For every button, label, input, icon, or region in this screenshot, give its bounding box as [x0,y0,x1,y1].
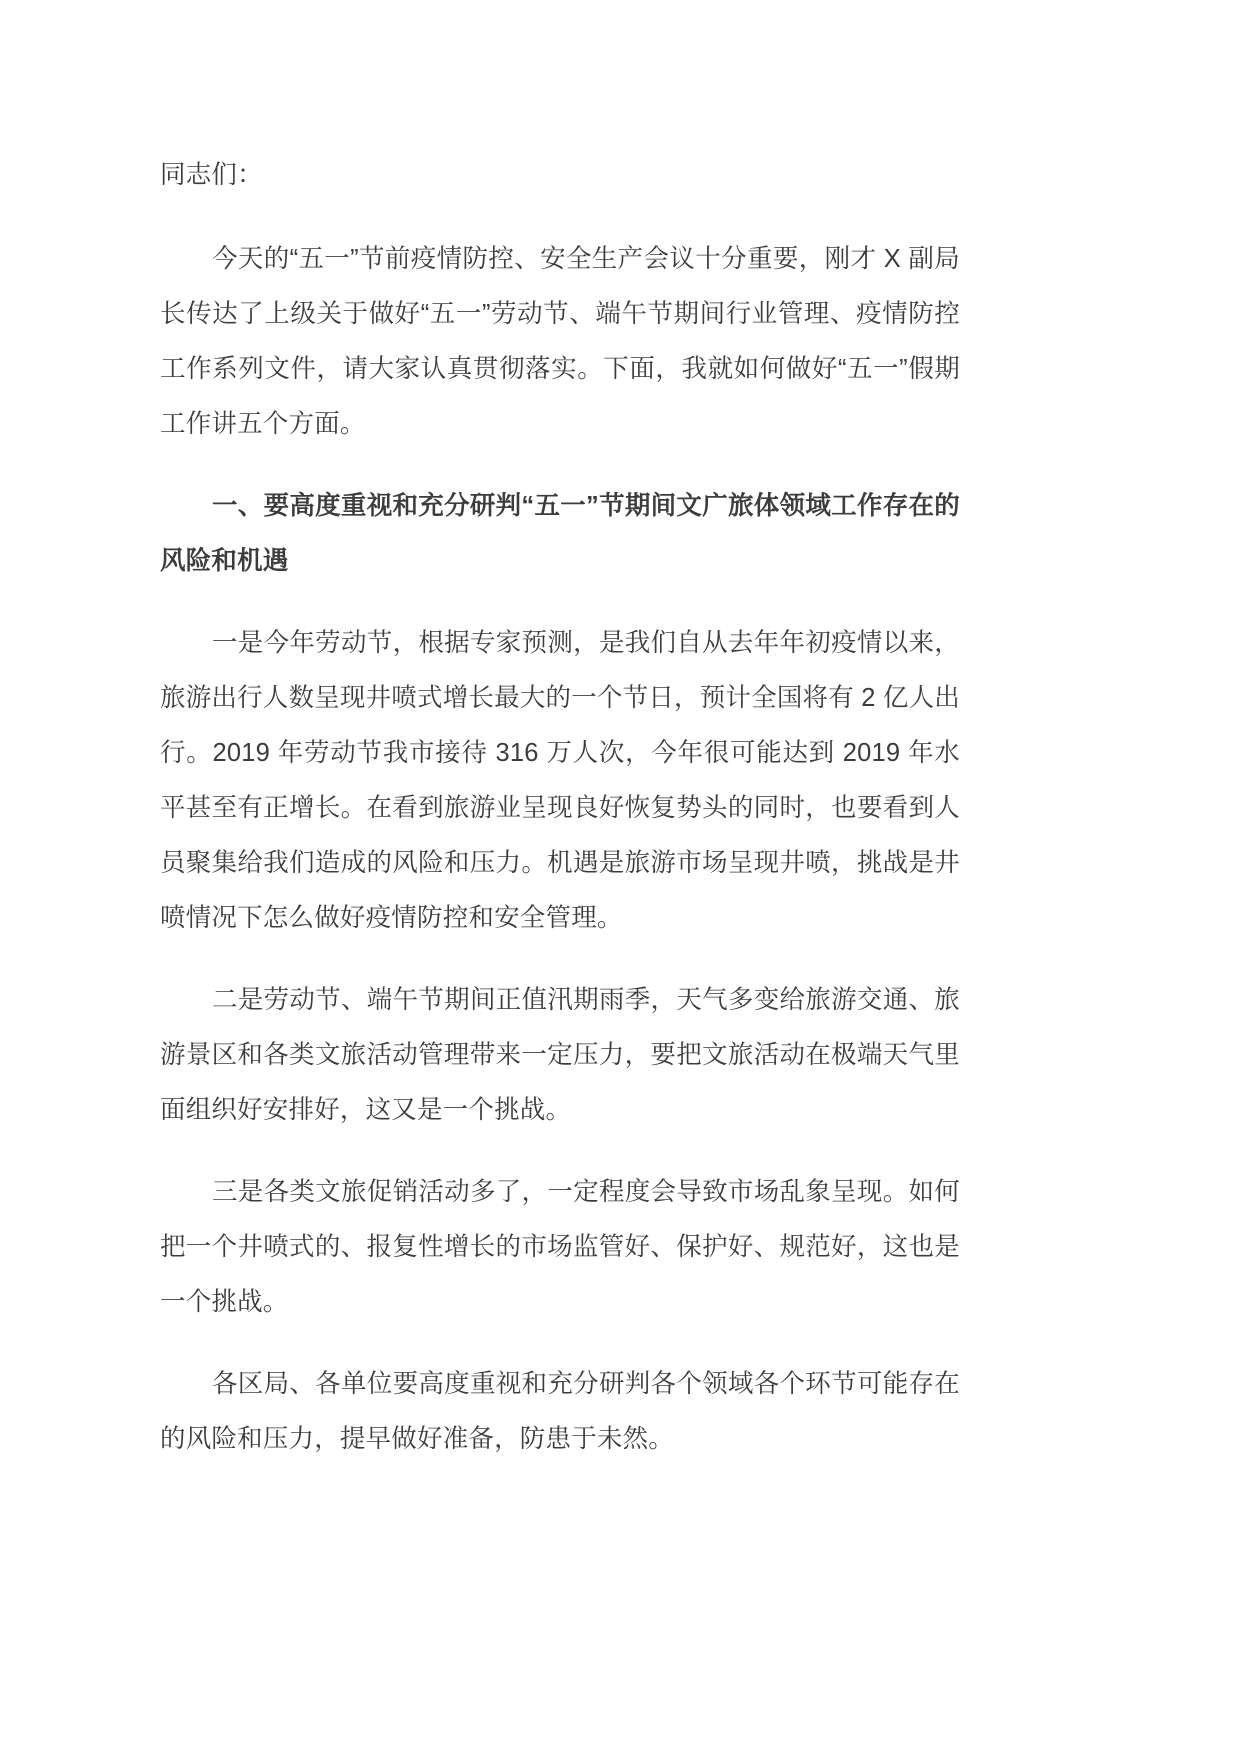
paragraph-point-3: 三是各类文旅促销活动多了，一定程度会导致市场乱象呈现。如何把一个井喷式的、报复性增长的市场监管好、保护好、规范好，这也是一个挑战。 [160,1178,960,1316]
paragraph-point-2: 二是劳动节、端午节期间正值汛期雨季，天气多变给旅游交通、旅游景区和各类文旅活动管理带来一定压力，要把文旅活动在极端天气里面组织好安排好，这又是一个挑战。 [160,986,960,1124]
paragraph-closing: 各区局、各单位要高度重视和充分研判各个领域各个环节可能存在的风险和压力，提早做好准备，防患于未然。 [160,1370,960,1453]
paragraph-intro: 今天的“五一”节前疫情防控、安全生产会议十分重要，刚才 X 副局长传达了上级关于做好“五一”劳动节、端午节期间行业管理、疫情防控工作系列文件，请大家认真贯彻落实。下面，我就如何做好“五一”假期工作讲五个方面。 [160,245,960,438]
paragraph-point-1: 一是今年劳动节，根据专家预测，是我们自从去年年初疫情以来，旅游出行人数呈现井喷式增长最大的一个节日，预计全国将有 2 亿人出行。2019 年劳动节我市接待 316 万人次，今年很可能达到 2019 年水平甚至有正增长。在看到旅游业呈现良好恢复势头的同时，也要看到人员聚集给我们造成的风险和压力。机遇是旅游市场呈现井喷，挑战是井喷情况下怎么做好疫情防控和安全管理。 [160,629,960,932]
salutation-line: 同志们： [160,161,263,189]
document-body [160,148,960,1494]
section-heading-1: 一、要高度重视和充分研判“五一”节期间文广旅体领域工作存在的风险和机遇 [160,492,960,575]
